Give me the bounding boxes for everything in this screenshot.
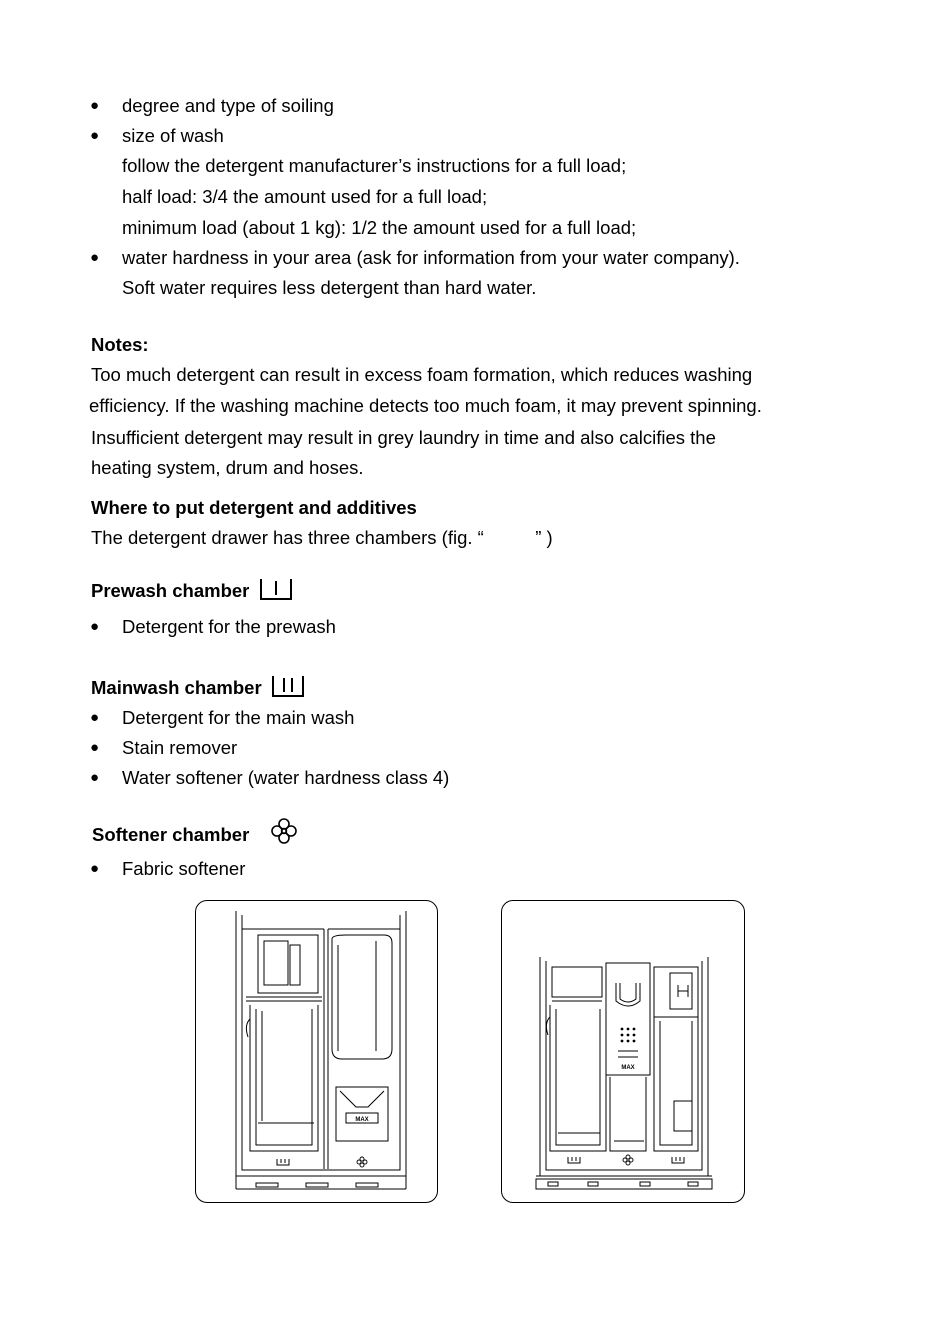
drawer-figure-right bbox=[501, 900, 745, 1203]
mainwash-mark-icon bbox=[672, 1157, 684, 1163]
notes-line: Too much detergent can result in excess foam formation, which reduces washing bbox=[91, 364, 753, 385]
max-label: MAX bbox=[621, 1065, 635, 1071]
chamber-item: Detergent for the prewash bbox=[122, 616, 336, 637]
factor-item: water hardness in your area (ask for information from your water company). bbox=[122, 247, 740, 268]
factor-sub-item: Soft water requires less detergent than hard water. bbox=[122, 277, 537, 298]
where-text: The detergent drawer has three chambers (fig. “ ” ) bbox=[91, 527, 553, 548]
mainwash-symbol-icon bbox=[271, 674, 305, 698]
factor-sub-item: minimum load (about 1 kg): 1/2 the amount used for a full load; bbox=[122, 217, 637, 238]
drawer-drawing-right bbox=[502, 901, 744, 1202]
softener-title: Softener chamber bbox=[92, 824, 250, 845]
factor-item: size of wash bbox=[122, 125, 224, 146]
drawer-figure-left bbox=[195, 900, 438, 1203]
notes-heading: Notes: bbox=[91, 334, 149, 355]
factor-sub-item: follow the detergent manufacturer’s instructions for a full load; bbox=[122, 155, 627, 176]
bullet: ● bbox=[90, 249, 100, 266]
prewash-title: Prewash chamber bbox=[91, 580, 250, 601]
bullet: ● bbox=[90, 860, 100, 877]
dot-grid bbox=[621, 1028, 636, 1043]
notes-line: efficiency. If the washing machine detects too much foam, it may prevent spinning. bbox=[89, 395, 762, 416]
softener-mark-icon bbox=[357, 1157, 367, 1167]
flower-symbol-icon bbox=[270, 817, 298, 845]
chamber-item: Fabric softener bbox=[122, 858, 246, 879]
mainwash-mark-icon bbox=[277, 1159, 289, 1165]
bullet: ● bbox=[90, 739, 100, 756]
bullet: ● bbox=[90, 769, 100, 786]
notes-line: heating system, drum and hoses. bbox=[91, 457, 364, 478]
mainwash-title: Mainwash chamber bbox=[91, 677, 262, 698]
softener-heading bbox=[92, 817, 298, 846]
mainwash-heading bbox=[91, 674, 305, 699]
chamber-item: Stain remover bbox=[122, 737, 238, 758]
notes-line: Insufficient detergent may result in grey laundry in time and also calcifies the bbox=[91, 427, 716, 448]
prewash-heading bbox=[91, 577, 293, 602]
chamber-item: Detergent for the main wash bbox=[122, 707, 355, 728]
bullet: ● bbox=[90, 709, 100, 726]
factor-item: degree and type of soiling bbox=[122, 95, 334, 116]
bullet: ● bbox=[90, 127, 100, 144]
prewash-symbol-icon bbox=[259, 577, 293, 601]
drawer-drawing-left bbox=[196, 901, 437, 1202]
bullet: ● bbox=[90, 97, 100, 114]
mainwash-mark-icon bbox=[568, 1157, 580, 1163]
where-heading: Where to put detergent and additives bbox=[91, 497, 417, 518]
softener-mark-icon bbox=[623, 1155, 633, 1165]
bullet: ● bbox=[90, 618, 100, 635]
max-label: MAX bbox=[355, 1117, 369, 1123]
chamber-item: Water softener (water hardness class 4) bbox=[122, 767, 450, 788]
factor-sub-item: half load: 3/4 the amount used for a full load; bbox=[122, 186, 488, 207]
